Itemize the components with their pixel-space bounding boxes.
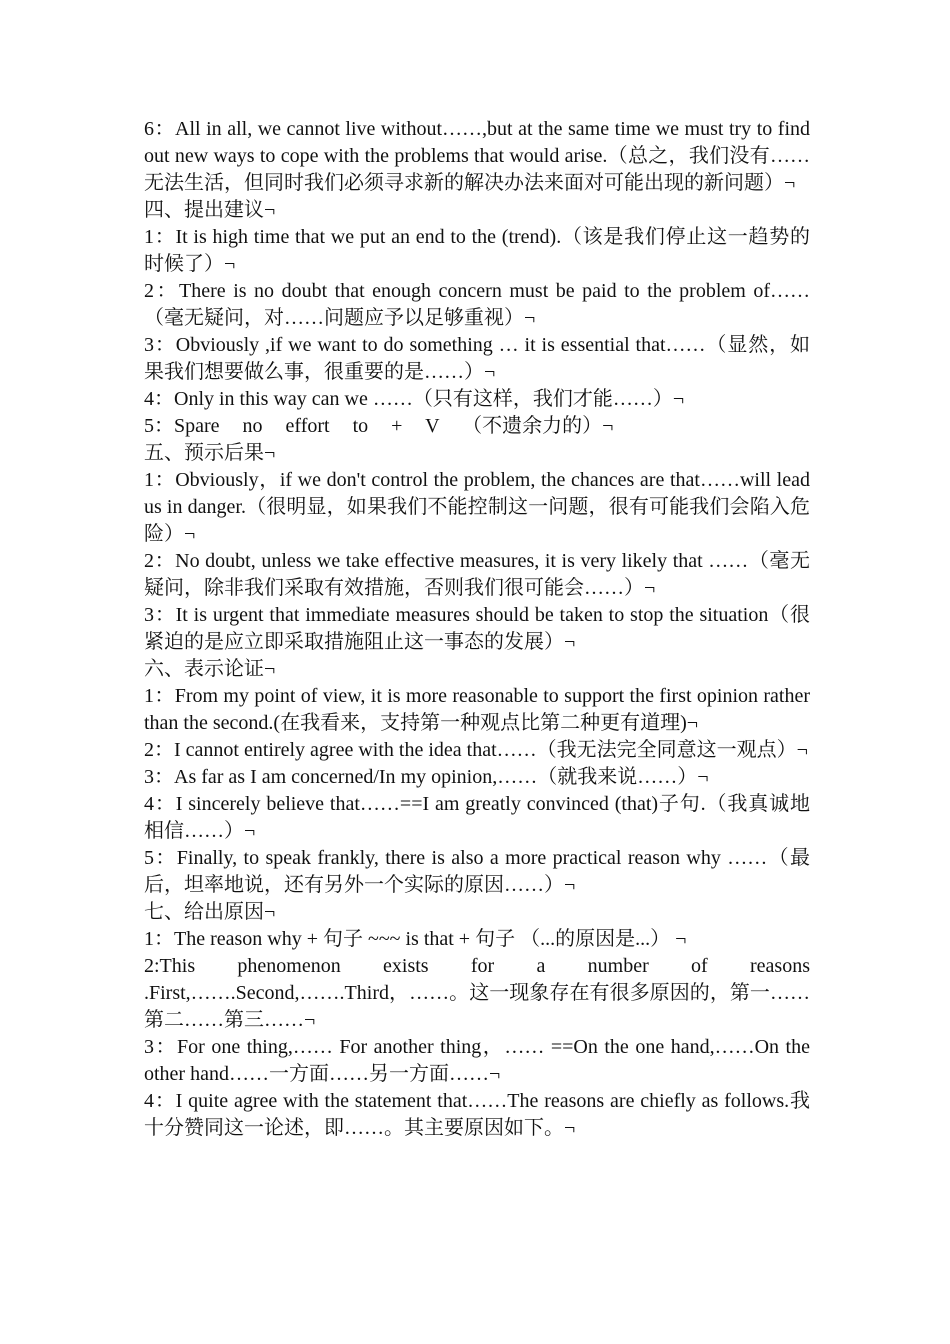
section-heading-4: 四、提出建议¬ [144, 199, 276, 221]
section-heading-7: 七、给出原因¬ [144, 901, 276, 923]
paragraph-argument-1: 1：From my point of view, it is more reasonable to support the first opinion rather than the second.(在我看来，支持第一种观点比第二种更有道理)¬ [144, 685, 810, 734]
document-page [144, 116, 810, 1142]
paragraph-consequence-2: 2：No doubt, unless we take effective measures, it is very likely that ……（毫无疑问，除非我们采取有效措施，否则我们很可能会……）¬ [144, 550, 810, 599]
section-heading-5: 五、预示后果¬ [144, 442, 276, 464]
paragraph-reason-2: 2:This phenomenon exists for a number of reasons .First,…….Second,…….Third，……。这一现象存在有很多原因的，第一……第二……第三……¬ [144, 955, 810, 1031]
paragraph-argument-3: 3：As far as I am concerned/In my opinion,……（就我来说……）¬ [144, 766, 709, 788]
paragraph-suggest-4: 4：Only in this way can we ……（只有这样，我们才能……）¬ [144, 388, 685, 410]
paragraph-suggest-2: 2：There is no doubt that enough concern must be paid to the problem of……（毫无疑问，对……问题应予以足够重视）¬ [144, 280, 810, 329]
paragraph-consequence-1: 1：Obviously，if we don't control the problem, the chances are that……will lead us in danger.（很明显，如果我们不能控制这一问题，很有可能我们会陷入危险）¬ [144, 469, 810, 545]
paragraph-suggest-3: 3：Obviously ,if we want to do something … it is essential that……（显然，如果我们想要做么事，很重要的是……）¬ [144, 334, 810, 383]
paragraph-argument-2: 2：I cannot entirely agree with the idea that……（我无法完全同意这一观点）¬ [144, 739, 808, 761]
section-heading-6: 六、表示论证¬ [144, 658, 276, 680]
paragraph-reason-3: 3：For one thing,…… For another thing，…… ==On the one hand,……On the other hand……一方面……另一方面……¬ [144, 1036, 810, 1085]
paragraph-consequence-3: 3：It is urgent that immediate measures should be taken to stop the situation（很紧迫的是应立即采取措施阻止这一事态的发展）¬ [144, 604, 810, 653]
paragraph-argument-5: 5：Finally, to speak frankly, there is also a more practical reason why ……（最后，坦率地说，还有另外一个实际的原因……）¬ [144, 847, 810, 896]
paragraph-6-all-in-all: 6：All in all, we cannot live without……,but at the same time we must try to find out new ways to cope with the problems that would arise.（总之，我们没有……无法生活，但同时我们必须寻求新的解决办法来面对可能出现的新问题）¬ [144, 118, 810, 194]
paragraph-suggest-5: 5：Spare no effort to + V （不遗余力的）¬ [144, 415, 614, 437]
paragraph-reason-4: 4：I quite agree with the statement that……The reasons are chiefly as follows.我十分赞同这一论述，即……。其主要原因如下。¬ [144, 1090, 810, 1139]
paragraph-argument-4: 4：I sincerely believe that……==I am greatly convinced (that)子句.（我真诚地相信……）¬ [144, 793, 810, 842]
paragraph-reason-1: 1：The reason why + 句子 ~~~ is that + 句子 （...的原因是...） ¬ [144, 928, 687, 950]
paragraph-suggest-1: 1：It is high time that we put an end to the (trend).（该是我们停止这一趋势的时候了）¬ [144, 226, 810, 275]
